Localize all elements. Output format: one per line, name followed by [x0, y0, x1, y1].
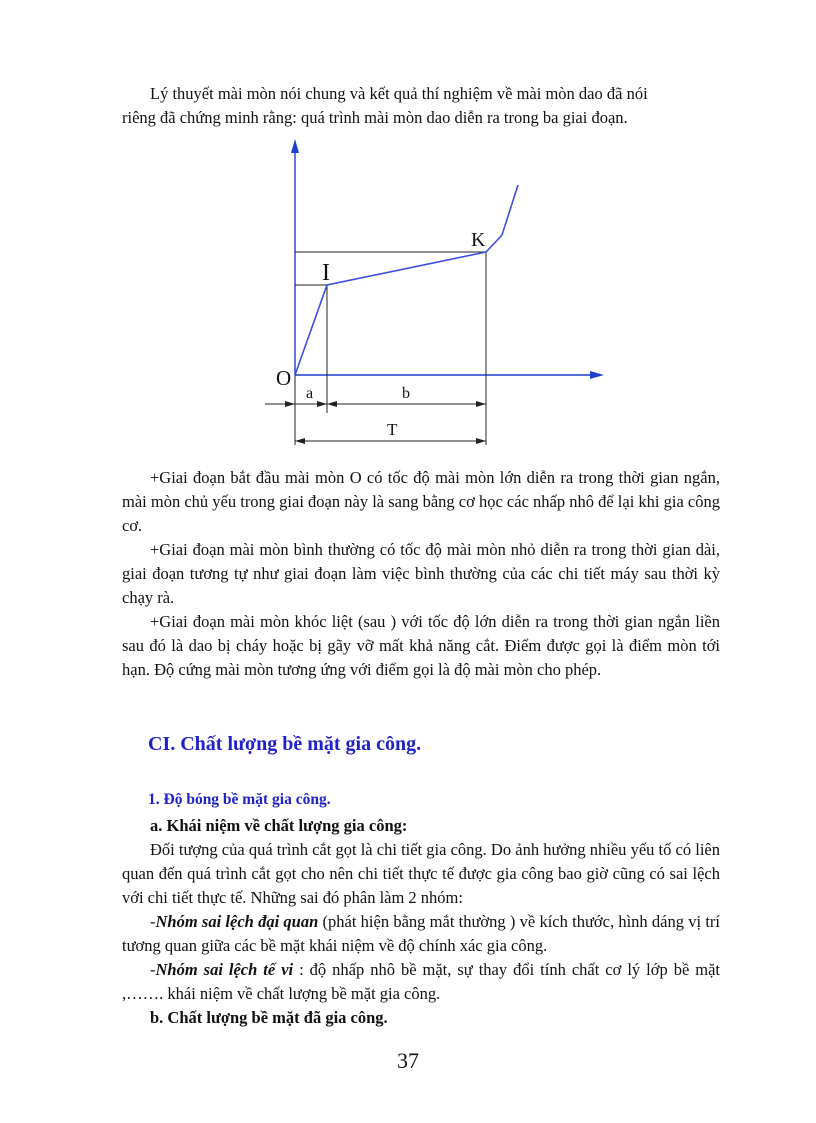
- subheading-a: a. Khái niệm về chất lượng gia công:: [150, 816, 408, 835]
- group-2-name: Nhóm sai lệch tế vi: [155, 960, 294, 979]
- subsection-title: 1. Độ bóng bề mặt gia công.: [148, 791, 331, 808]
- group-2-text: : độ nhấp nhô bề mặt, sự thay đổi tính chất cơ lý lớp bề mặt ,……. khái niệm về chất lượng bề mặt gia công.: [122, 960, 720, 1003]
- group-1-prefix: -: [150, 912, 156, 931]
- subheading-b: b. Chất lượng bề mặt đã gia công.: [150, 1008, 388, 1027]
- y-axis-arrow-icon: [291, 139, 299, 153]
- dim-arrow-icon: [476, 438, 486, 444]
- group-1-text: (phát hiện bằng mắt thường ) về kích thước, hình dáng vị trí tương quan giữa các bề mặt khái niệm về độ chính xác gia công.: [122, 912, 720, 955]
- group-1-paragraph: [122, 910, 720, 958]
- stage-1-paragraph: +Giai đoạn bắt đầu mài mòn O có tốc độ mài mòn lớn diễn ra trong thời gian ngắn, mài mòn chủ yếu trong giai đoạn này là sang bằng cơ học các nhấp nhô để lại khi gia công cơ.: [122, 468, 720, 535]
- concept-paragraph: Đối tượng của quá trình cắt gọt là chi tiết gia công. Do ảnh hưởng nhiều yếu tố có liên quan đến quá trình cắt gọt cho nên chi tiết thực tế được gia công bao giờ cũng có sai lệch với chi tiết thực tế. Những sai đó phân làm 2 nhóm:: [122, 840, 720, 907]
- intro-line-1: Lý thuyết mài mòn nói chung và kết quả thí nghiệm về mài mòn dao đã nói: [150, 84, 648, 103]
- label-i: I: [322, 260, 330, 286]
- dim-arrow-icon: [285, 401, 295, 407]
- label-k: K: [471, 229, 486, 251]
- dim-arrow-icon: [317, 401, 327, 407]
- label-o: O: [276, 366, 292, 390]
- dim-arrow-icon: [295, 438, 305, 444]
- group-2-paragraph: [122, 958, 720, 1006]
- stage-2-paragraph: +Giai đoạn mài mòn bình thường có tốc độ mài mòn nhỏ diễn ra trong thời gian dài, giai đoạn tương tự như giai đoạn làm việc bình thường của các chi tiết máy sau thời kỳ chạy rà.: [122, 540, 720, 607]
- x-axis-arrow-icon: [590, 371, 604, 379]
- section-title: CI. Chất lượng bề mặt gia công.: [148, 733, 422, 755]
- dim-arrow-icon: [327, 401, 337, 407]
- group-1-name: Nhóm sai lệch đại quan: [155, 912, 319, 931]
- dim-arrow-icon: [476, 401, 486, 407]
- label-t: T: [387, 420, 398, 439]
- label-a: a: [306, 385, 314, 402]
- group-2-prefix: -: [150, 960, 156, 979]
- page-number: 37: [397, 1048, 419, 1073]
- label-b: b: [402, 385, 410, 402]
- stage-3-paragraph: +Giai đoạn mài mòn khóc liệt (sau ) với tốc độ lớn diễn ra trong thời gian ngắn liền sau đó là dao bị cháy hoặc bị gãy vỡ mất khả năng cắt. Điểm được gọi là điểm mòn tới hạn. Độ cứng mài mòn tương ứng với điểm gọi là độ mài mòn cho phép.: [122, 612, 720, 679]
- intro-line-2: riêng đã chứng minh rằng: quá trình mài mòn dao diễn ra trong ba giai đoạn.: [122, 108, 628, 127]
- tool-wear-diagram: [260, 135, 620, 445]
